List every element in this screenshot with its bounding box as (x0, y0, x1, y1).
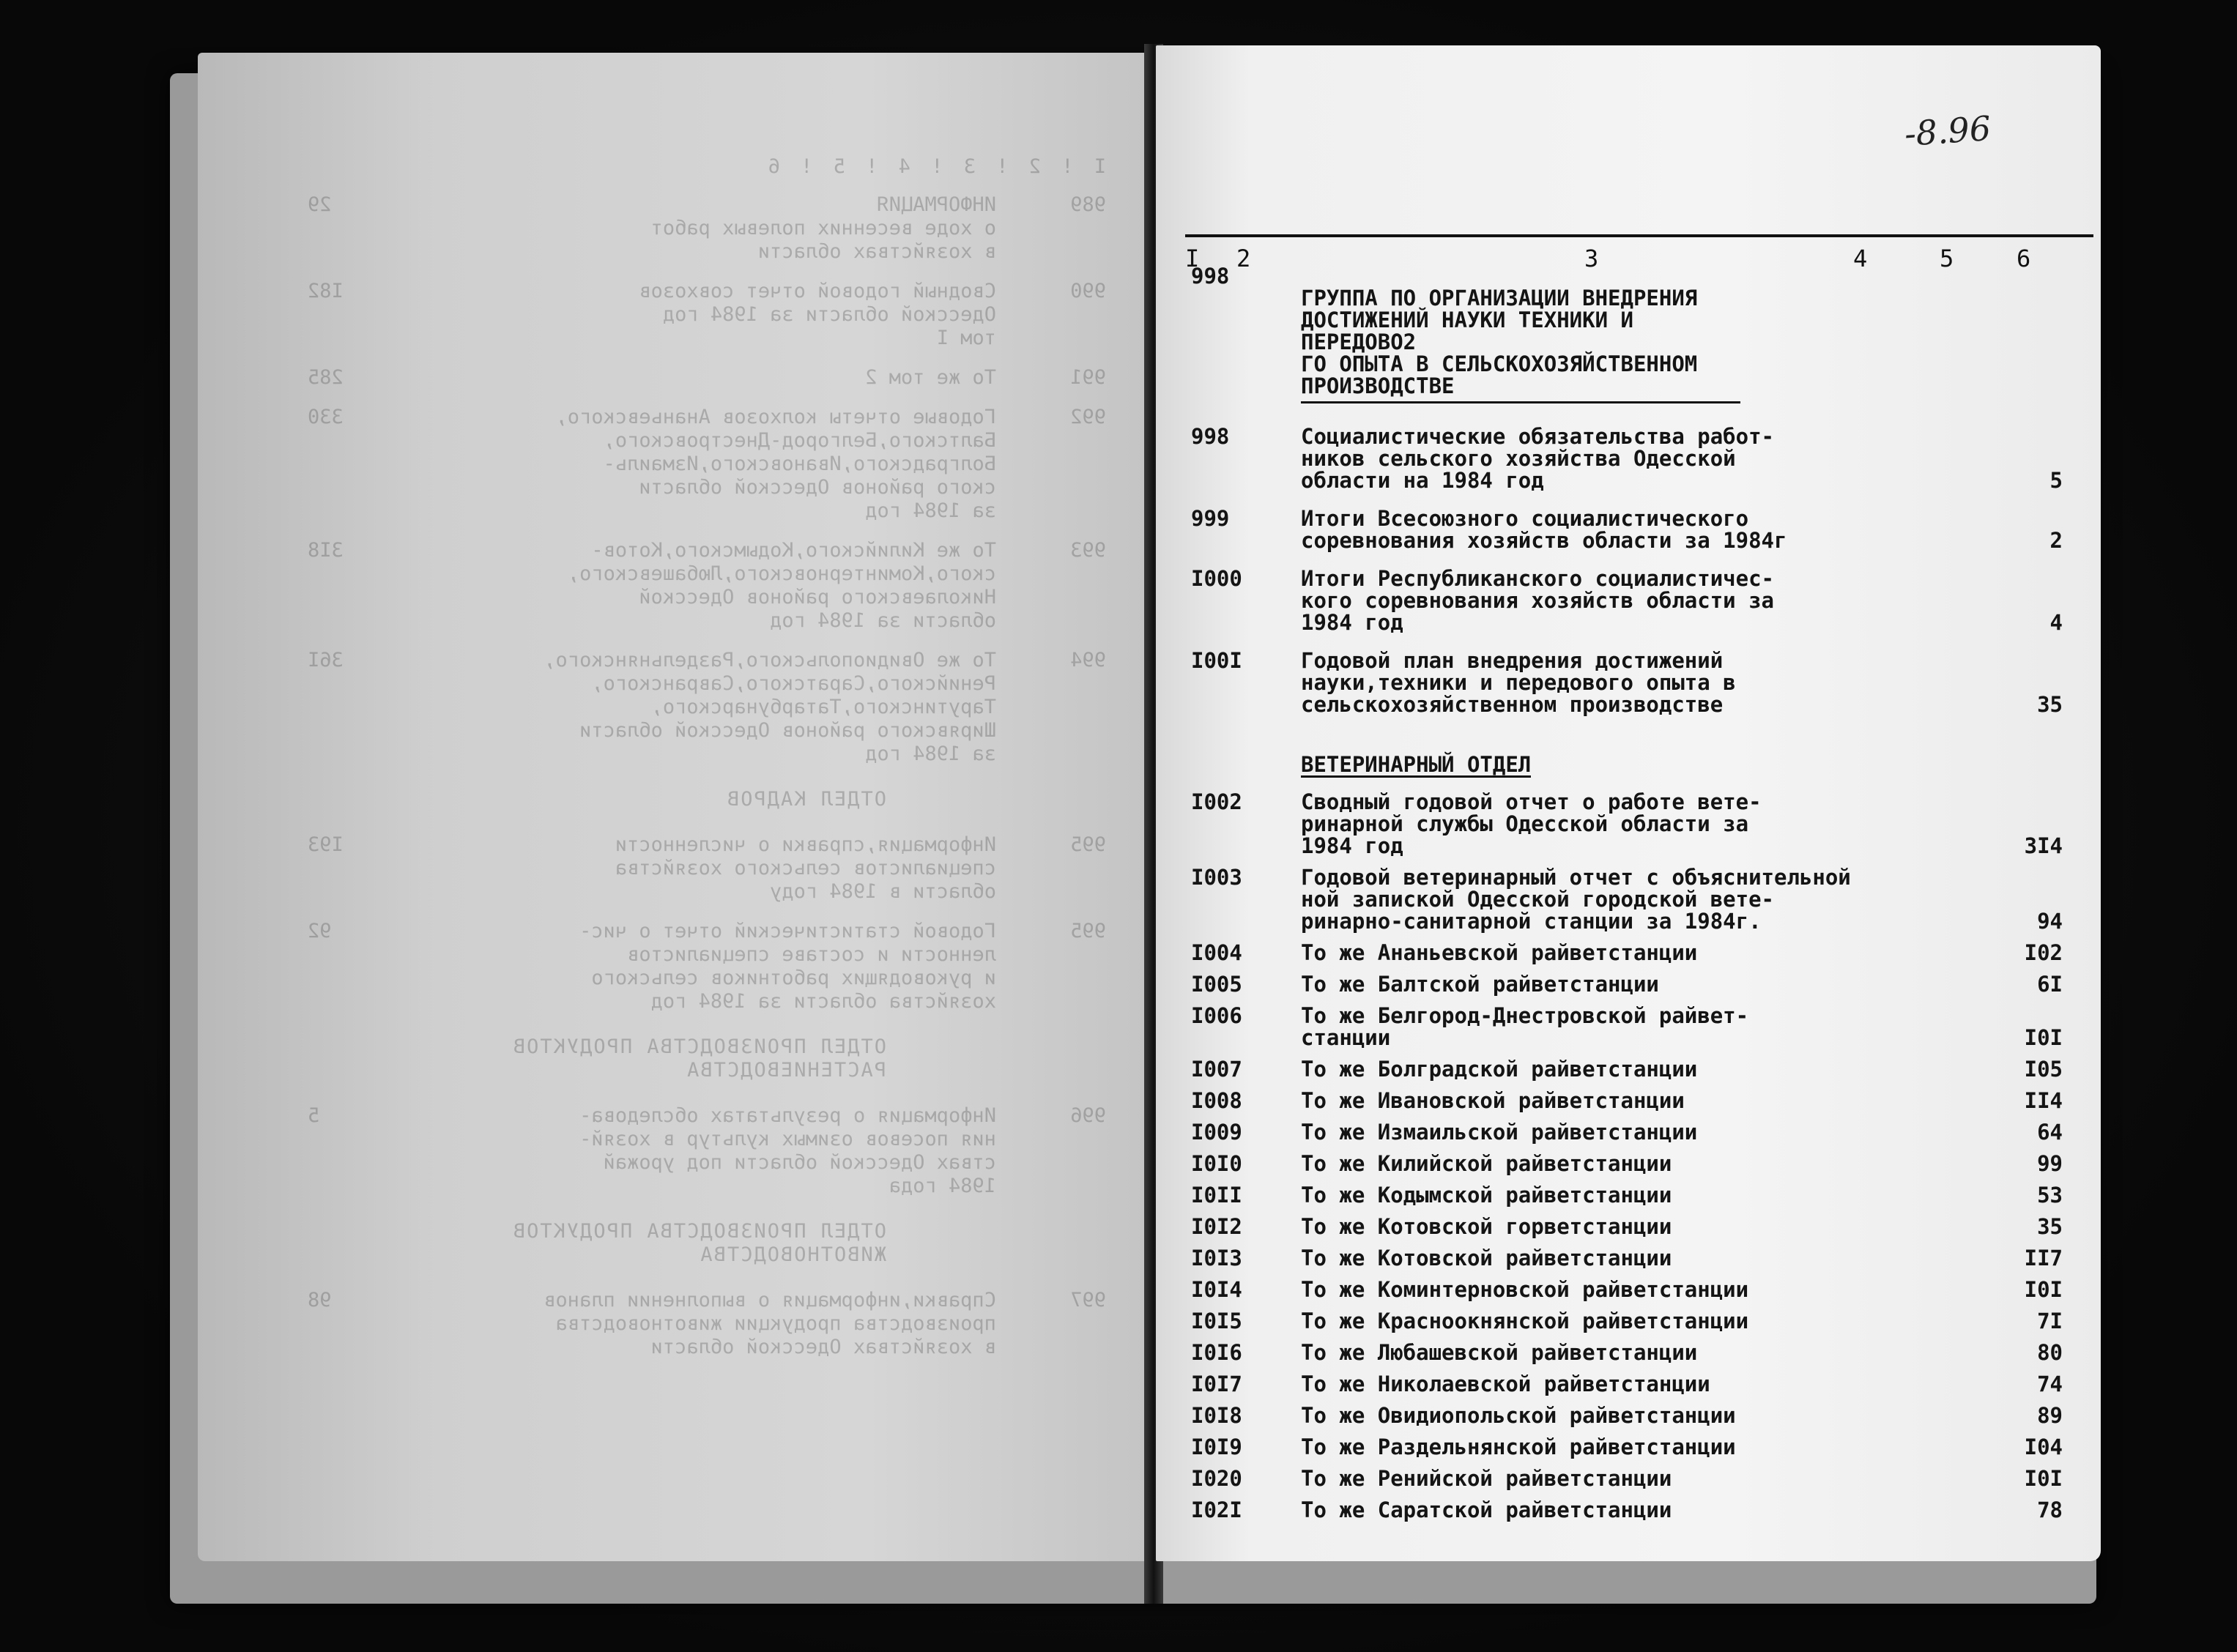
table-row (1191, 973, 2077, 995)
table-row (1191, 1005, 2077, 1049)
entry-sheet-count: 7I (2037, 1309, 2063, 1333)
inventory-listing (1191, 265, 2077, 1530)
entry-number: I0I4 (1191, 1277, 1242, 1302)
entry-title: Сводный годовой отчет совхозов Одесской области за 1984 год том I (639, 280, 996, 349)
entry-number: I004 (1191, 940, 1242, 965)
entry-title: То же Балтской райветстанции (1301, 972, 1659, 997)
table-row (1191, 425, 2077, 491)
header-rule (1185, 234, 2093, 237)
entry-number: 991 (1070, 366, 1106, 389)
entry-number: I0I0 (1191, 1151, 1242, 1176)
entry-sheet-count: I04 (2024, 1435, 2063, 1459)
table-row (1191, 1373, 2077, 1395)
entry-title: То же Николаевской райветстанции (1301, 1372, 1710, 1396)
entry-number: 998 (1191, 424, 1230, 449)
bleed-rows (242, 833, 1106, 1013)
entry-number: I002 (1191, 789, 1242, 814)
entry-sheet-count: 64 (2037, 1120, 2063, 1145)
entry-sheet-count: II7 (2024, 1246, 2063, 1270)
entry-number: I0I3 (1191, 1246, 1242, 1270)
entry-sheet-count: 35 (2037, 1214, 2063, 1239)
bleed-row (242, 406, 1106, 523)
page-number-stamp: -8.96 (1903, 108, 1992, 155)
table-row (1191, 1499, 2077, 1521)
entry-sheet-count: 99 (2037, 1151, 2063, 1176)
bleed-row (242, 280, 1106, 350)
entry-title: То же Любашевской райветстанции (1301, 1340, 1698, 1365)
column-number-5: 5 (1940, 245, 1954, 272)
entry-title: То же Саратской райветстанции (1301, 1497, 1672, 1522)
entry-title: То же Котовской горветстанции (1301, 1214, 1672, 1239)
entry-sheet-count: 78 (2037, 1497, 2063, 1522)
bleed-row (242, 193, 1106, 264)
entry-sheet-count: 98 (308, 1289, 332, 1311)
entry-title: То же Овидиопольской райветстанции (1301, 1403, 1736, 1428)
table-row (1191, 791, 2077, 857)
section-heading (1191, 732, 2077, 778)
entry-sheet-count: 94 (2037, 909, 2063, 934)
entry-sheet-count: 35 (2037, 692, 2063, 717)
entry-sheet-count: I93 (308, 833, 344, 856)
entry-sheet-count: 89 (2037, 1403, 2063, 1428)
entry-title: Информация о результатах обследова- ния посевов озимых культур в хозяй- ствах Одесской области под урожай 1984 года (579, 1104, 996, 1197)
table-row (1191, 1216, 2077, 1238)
entry-title: То же том 2 (865, 366, 996, 389)
bleed-row (242, 366, 1106, 390)
entry-title: То же Ивановской райветстанции (1301, 1088, 1685, 1113)
bleed-row (242, 1289, 1106, 1359)
left-page (198, 53, 1150, 1561)
entry-number: I005 (1191, 972, 1242, 997)
entry-title: Сводный годовой отчет о работе вете- ринарной службы Одесской области за 1984 год (1301, 789, 1762, 858)
entry-number: 989 (1070, 193, 1106, 216)
left-page-bleed-through (242, 155, 1106, 1375)
entry-number: I000 (1191, 566, 1242, 591)
entry-title: То же Ананьевской райветстанции (1301, 940, 1698, 965)
entry-sheet-count: 2 (2049, 528, 2063, 553)
entry-number: 993 (1070, 539, 1106, 562)
column-number-1: I (1185, 245, 1200, 272)
entry-sheet-count: 5 (308, 1104, 320, 1127)
table-row (1191, 1090, 2077, 1112)
entry-title: То же Раздельнянской райветстанции (1301, 1435, 1736, 1459)
entry-title: Информация,справки о численности специалистов сельского хозяйства области в 1984 году (615, 833, 996, 903)
entry-number: I0II (1191, 1183, 1242, 1208)
entry-sheet-count: 53 (2037, 1183, 2063, 1208)
entry-title: Годовой статистический отчет о чис- ленности и составе специалистов и руководящих работников сельского хозяйства области за 1984 год (579, 920, 996, 1013)
entries-vet (1191, 791, 2077, 1521)
table-row (1191, 650, 2077, 715)
entry-number: I0I8 (1191, 1403, 1242, 1428)
entry-sheet-count: 285 (308, 366, 344, 389)
bleed-row (242, 1104, 1106, 1198)
column-header (1185, 189, 2093, 277)
entry-number: I0I2 (1191, 1214, 1242, 1239)
group-heading-row (1191, 265, 2077, 403)
table-row (1191, 866, 2077, 932)
entry-number: 994 (1070, 649, 1106, 671)
right-page (1156, 45, 2101, 1561)
bleed-section-title: ОТДЕЛ КАДРОВ (725, 788, 886, 811)
entry-title: Годовой ветеринарный отчет с объяснительной ной запиской Одесской городской вете- ринарно-санитарной станции за 1984г. (1301, 865, 1851, 934)
entry-number: 990 (1070, 280, 1106, 302)
entry-title: То же Ренийской райветстанции (1301, 1466, 1672, 1491)
group-heading-text: ГРУППА ПО ОРГАНИЗАЦИИ ВНЕДРЕНИЯ ДОСТИЖЕНИЙ НАУКИ ТЕХНИКИ И ПЕРЕДОВО2 ГО ОПЫТА В СЕЛЬСКОХОЗЯЙСТВЕННОМ ПРОИЗВОДСТВЕ (1301, 287, 1740, 403)
entry-title: То же Котовской райветстанции (1301, 1246, 1672, 1270)
entry-number: I003 (1191, 865, 1242, 890)
table-row (1191, 1467, 2077, 1489)
table-row (1191, 1184, 2077, 1206)
entry-sheet-count: I0I (2024, 1025, 2063, 1050)
table-row (1191, 1058, 2077, 1080)
entry-title: Годовой план внедрения достижений науки,техники и передового опыта в сельскохозяйственном производстве (1301, 648, 1736, 717)
entry-number: I02I (1191, 1497, 1242, 1522)
entry-sheet-count: I05 (2024, 1057, 2063, 1082)
entry-number: 995 (1070, 920, 1106, 942)
table-row (1191, 568, 2077, 633)
entry-number: I0I9 (1191, 1435, 1242, 1459)
section-heading-text: ВЕТЕРИНАРНЫЙ ОТДЕЛ (1301, 752, 1532, 777)
entry-number: 996 (1070, 1104, 1106, 1127)
table-row (1191, 1153, 2077, 1175)
bleed-column-header: I ! 2 ! 3 ! 4 ! 5 ! 6 (763, 155, 1106, 178)
entry-title: То же Овидиопольского,Раздельнянского, Ренийского,Саратского,Савранского, Тарутинского,Татарбунарского, Ширявского районов Одесской области за 1984 год (544, 649, 996, 765)
table-row (1191, 1342, 2077, 1363)
entry-sheet-count: 29 (308, 193, 332, 216)
entry-number: 995 (1070, 833, 1106, 856)
entry-sheet-count: I82 (308, 280, 344, 302)
entry-sheet-count: 92 (308, 920, 332, 942)
entry-title: Справки,информация о выполнении планов производства продукции животноводства в хозяйствах Одесской области (544, 1289, 996, 1358)
entry-title: То же Килийского,Кодымского,Котов- ского,Коминтерновского,Любашевского, Николаевского районов Одесской области за 1984 год (567, 539, 996, 632)
entry-number: I009 (1191, 1120, 1242, 1145)
entries-group (1191, 425, 2077, 715)
entry-title: То же Килийской райветстанции (1301, 1151, 1672, 1176)
entry-title: Годовые отчеты колхозов Ананьевского, Балтского,Белгород-Днестровского, Болградского,Ивановского,Измаиль- ского районов Одесской области за 1984 год (555, 406, 996, 522)
table-row (1191, 1404, 2077, 1426)
entry-title: То же Белгород-Днестровской райвет- станции (1301, 1003, 1749, 1050)
bleed-section-title: ОТДЕЛ ПРОИЗВОДСТВА ПРОДУКТОВ ЖИВОТНОВОДСТВА (511, 1220, 886, 1266)
entry-sheet-count: 74 (2037, 1372, 2063, 1396)
column-number-6: 6 (2017, 245, 2031, 272)
entry-sheet-count: II4 (2024, 1088, 2063, 1113)
entry-title: Социалистические обязательства работ- ников сельского хозяйства Одесской области на 1984 год (1301, 424, 1775, 493)
column-number-4: 4 (1853, 245, 1868, 272)
table-row (1191, 1310, 2077, 1332)
bleed-rows (242, 1104, 1106, 1198)
entry-number: 999 (1191, 506, 1230, 531)
entry-number: 998 (1191, 264, 1230, 289)
entry-number: I0I7 (1191, 1372, 1242, 1396)
entry-title: То же Красноокнянской райветстанции (1301, 1309, 1749, 1333)
entry-number: I0I6 (1191, 1340, 1242, 1365)
column-number-2: 2 (1236, 245, 1251, 272)
entry-sheet-count: 6I (2037, 972, 2063, 997)
bleed-rows (242, 1289, 1106, 1359)
table-row (1191, 507, 2077, 551)
entry-sheet-count: I0I (2024, 1277, 2063, 1302)
entry-title: То же Коминтерновской райветстанции (1301, 1277, 1749, 1302)
bleed-row (242, 833, 1106, 904)
entry-number: I0I5 (1191, 1309, 1242, 1333)
bleed-row (242, 539, 1106, 633)
entry-number: 997 (1070, 1289, 1106, 1311)
column-number-3: 3 (1584, 245, 1599, 272)
entry-sheet-count: 4 (2049, 610, 2063, 635)
entry-number: 992 (1070, 406, 1106, 428)
entry-sheet-count: 3I8 (308, 539, 344, 562)
entry-number: I008 (1191, 1088, 1242, 1113)
entry-title: То же Кодымской райветстанции (1301, 1183, 1672, 1208)
entry-sheet-count: 330 (308, 406, 344, 428)
entry-sheet-count: 3I4 (2024, 833, 2063, 858)
entry-title: Итоги Всесоюзного социалистического соревнования хозяйств области за 1984г (1301, 506, 1787, 553)
entry-sheet-count: 5 (2049, 468, 2063, 493)
bleed-section-title: ОТДЕЛ ПРОИЗВОДСТВА ПРОДУКТОВ РАСТЕНИЕВОДСТВА (511, 1035, 886, 1082)
table-row (1191, 1436, 2077, 1458)
entry-title: Итоги Республиканского социалистичес- кого соревнования хозяйств области за 1984 год (1301, 566, 1775, 635)
bleed-row (242, 649, 1106, 766)
table-row (1191, 1121, 2077, 1143)
entry-number: I00I (1191, 648, 1242, 673)
bleed-row (242, 920, 1106, 1013)
entry-title: То же Болградской райветстанции (1301, 1057, 1698, 1082)
entry-sheet-count: 80 (2037, 1340, 2063, 1365)
table-row (1191, 1247, 2077, 1269)
entry-number: I020 (1191, 1466, 1242, 1491)
table-row (1191, 1279, 2077, 1301)
table-row (1191, 942, 2077, 964)
entry-sheet-count: 36I (308, 649, 344, 671)
entry-number: I007 (1191, 1057, 1242, 1082)
entry-title: ИНФОРМАЦИЯ о ходе весенних полевых работ в хозяйствах области (650, 193, 996, 263)
entry-title: То же Измаильской райветстанции (1301, 1120, 1698, 1145)
bleed-rows (242, 193, 1106, 766)
entry-sheet-count: I02 (2024, 940, 2063, 965)
group-heading (1301, 265, 1960, 403)
entry-sheet-count: I0I (2024, 1466, 2063, 1491)
entry-number: I006 (1191, 1003, 1242, 1028)
